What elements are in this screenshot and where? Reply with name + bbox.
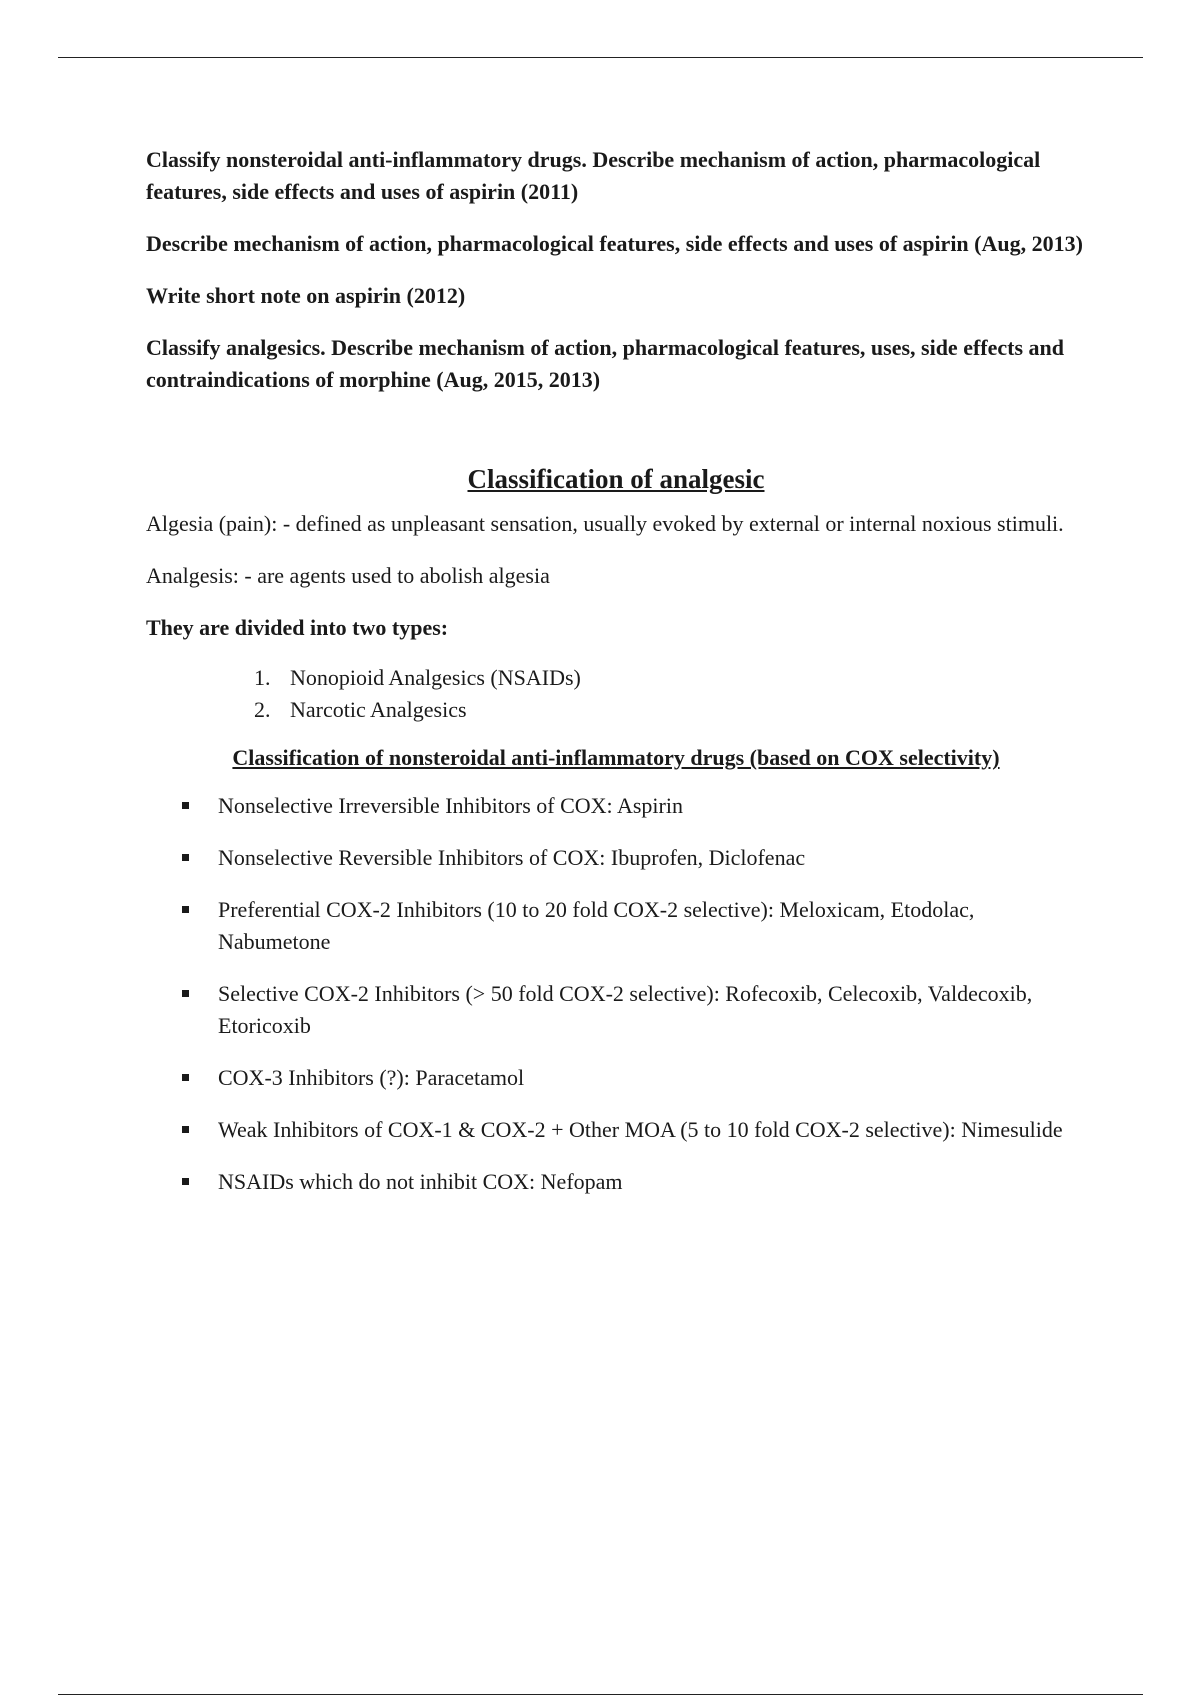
list-item bbox=[182, 842, 1086, 874]
list-item-label: Nonselective Irreversible Inhibitors of COX: Aspirin bbox=[218, 793, 683, 818]
list-item-label: COX-3 Inhibitors (?): Paracetamol bbox=[218, 1065, 525, 1090]
list-item bbox=[254, 694, 1086, 726]
square-bullet-icon bbox=[182, 802, 189, 809]
nsaid-classification-title: Classification of nonsteroidal anti-inflammatory drugs (based on COX selectivity) bbox=[232, 745, 1000, 770]
list-number: 1. bbox=[254, 665, 271, 690]
list-item bbox=[182, 978, 1086, 1042]
section-title: Classification of analgesic bbox=[467, 464, 765, 494]
exam-question: Write short note on aspirin (2012) bbox=[146, 283, 466, 308]
list-item-label: Nonselective Reversible Inhibitors of COX: Ibuprofen, Diclofenac bbox=[218, 845, 806, 870]
analgesia-definition: Analgesis: - are agents used to abolish algesia bbox=[146, 563, 550, 588]
list-item-label: Selective COX-2 Inhibitors (> 50 fold COX-2 selective): Rofecoxib, Celecoxib, Valdecoxib, Etoricoxib bbox=[218, 981, 1033, 1038]
square-bullet-icon bbox=[182, 1126, 189, 1133]
square-bullet-icon bbox=[182, 854, 189, 861]
list-number: 2. bbox=[254, 697, 271, 722]
square-bullet-icon bbox=[182, 1074, 189, 1081]
list-item-label: Preferential COX-2 Inhibitors (10 to 20 fold COX-2 selective): Meloxicam, Etodolac, Nabumetone bbox=[218, 897, 975, 954]
exam-question: Classify analgesics. Describe mechanism of action, pharmacological features, uses, side effects and contraindications of morphine (Aug, 2015, 2013) bbox=[146, 335, 1064, 392]
list-item bbox=[182, 1114, 1086, 1146]
nsaid-classification-list bbox=[146, 790, 1086, 1198]
list-item-label: Narcotic Analgesics bbox=[290, 697, 467, 722]
square-bullet-icon bbox=[182, 906, 189, 913]
list-item bbox=[254, 662, 1086, 694]
exam-question: Describe mechanism of action, pharmacological features, side effects and uses of aspirin (Aug, 2013) bbox=[146, 231, 1083, 256]
list-item bbox=[182, 1166, 1086, 1198]
algesia-definition: Algesia (pain): - defined as unpleasant sensation, usually evoked by external or internal noxious stimuli. bbox=[146, 511, 1064, 536]
analgesic-types-list bbox=[146, 662, 1086, 726]
list-item-label: Nonopioid Analgesics (NSAIDs) bbox=[290, 665, 581, 690]
list-item-label: Weak Inhibitors of COX-1 & COX-2 + Other MOA (5 to 10 fold COX-2 selective): Nimesulide bbox=[218, 1117, 1063, 1142]
list-item bbox=[182, 894, 1086, 958]
types-heading: They are divided into two types: bbox=[146, 615, 449, 640]
list-item bbox=[182, 790, 1086, 822]
square-bullet-icon bbox=[182, 1178, 189, 1185]
square-bullet-icon bbox=[182, 990, 189, 997]
header-rule bbox=[58, 57, 1143, 58]
exam-question: Classify nonsteroidal anti-inflammatory drugs. Describe mechanism of action, pharmacological features, side effects and uses of aspirin (2011) bbox=[146, 147, 1041, 204]
footer-rule bbox=[58, 1694, 1143, 1695]
document-body bbox=[146, 144, 1086, 1218]
list-item-label: NSAIDs which do not inhibit COX: Nefopam bbox=[218, 1169, 623, 1194]
list-item bbox=[182, 1062, 1086, 1094]
